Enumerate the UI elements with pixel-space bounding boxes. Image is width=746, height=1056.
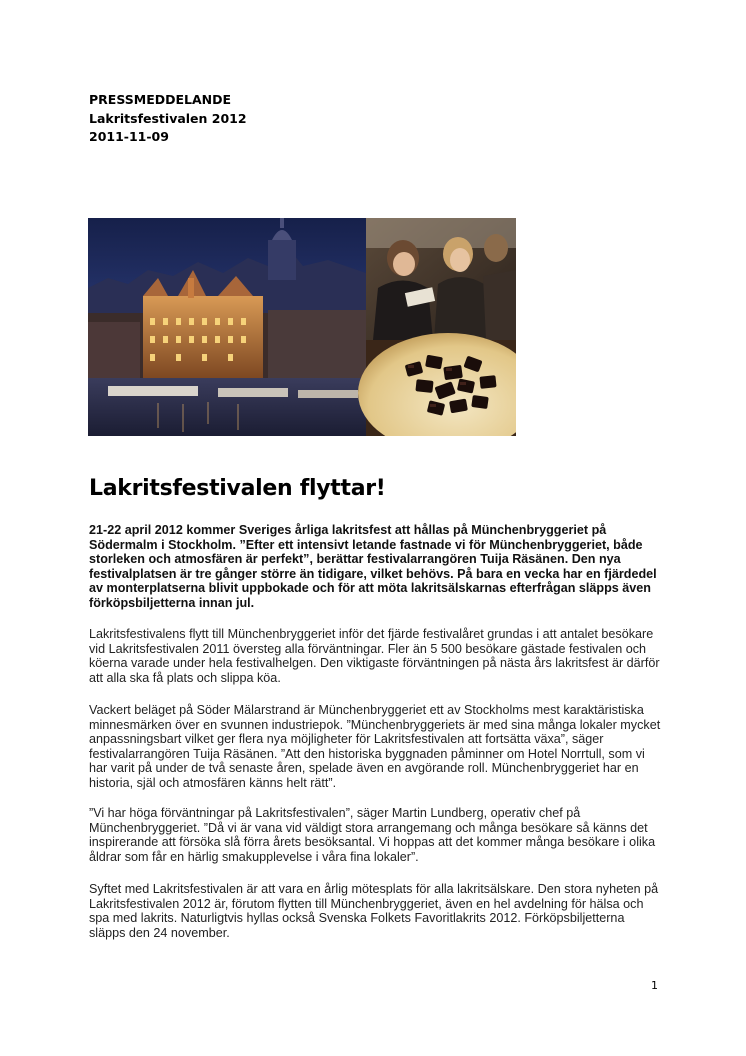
paragraph-line: spa med lakrits. Naturligtvis hyllas också Svenska Folkets Favoritlakrits 2012. Förköpsbiljetterna [89,911,625,926]
press-label: PRESSMEDDELANDE [89,92,232,107]
page-title: Lakritsfestivalen flyttar! [89,476,386,501]
lead-line: förköpsbiljetterna innan jul. [89,595,255,610]
lead-paragraph [89,523,657,611]
paragraph-line: anpassningsbart vilket ger flera nya möjligheter för Lakritsfestivalen att fortsätta växa”, säger [89,732,604,747]
paragraph-line: festivalarrangören Tuija Räsänen. ”Att den historiska byggnaden påminner om Hotel Norrtull, som vi [89,746,645,761]
page-number: 1 [651,979,658,992]
paragraph-line: att alla ska få plats och slippa köa. [89,670,281,685]
festival-visitors [366,218,516,340]
lead-line: 21-22 april 2012 kommer Sveriges årliga lakritsfest att hållas på Münchenbryggeriet på [89,523,607,537]
body-paragraph [89,882,669,940]
paragraph-line: Lakritsfestivalen 2012 är, förutom flytten till Münchenbryggeriet, även en hel avdelning för hälsa och [89,896,644,911]
paragraph-line: minnesmärken över en svunnen industriepok. ”Münchenbryggeriets är med sina många lokaler mycket [89,717,661,732]
paragraph-line: åldrar som får en härlig smakupplevelse i våra fina lokaler”. [89,849,419,864]
body-paragraph [89,703,669,791]
paragraph-line: historia, själ och atmosfären känns helt rätt”. [89,775,337,790]
press-header [89,91,247,147]
lead-line: Södermalm i Stockholm. ”Efter ett intensivt letande fastnade vi för Münchenbryggeriet, både [89,537,643,552]
lead-line: festivalplatsen är tre gånger större än tidigare, vilket behövs. På bara en vecka har en fjärdedel [89,566,657,581]
lead-line: storleken och atmosfären är perfekt”, berättar festivalarrangören Tuija Räsänen. Den nya [89,552,621,567]
paragraph-line: släpps den 24 november. [89,925,230,940]
stockholm-night-cityscape [88,218,366,436]
licorice-pieces-on-plate [358,333,516,436]
paragraph-line: Vackert beläget på Söder Mälarstrand är Münchenbryggeriet ett av Stockholms mest karaktäristiska [89,703,644,717]
paragraph-line: Syftet med Lakritsfestivalen är att vara en årlig mötesplats för alla lakritsälskare. Den stora nyheten på [89,882,659,896]
paragraph-line: inspirerande att försöka slå förra årets besöksantal. Vi hoppas att det kommer många besökare i olika [89,835,656,850]
body-paragraph [89,806,669,864]
paragraph-line: ”Vi har höga förväntningar på Lakritsfestivalen”, säger Martin Lundberg, operativ chef på [89,806,581,820]
release-date: 2011-11-09 [89,129,169,144]
paragraph-line: Lakritsfestivalens flytt till Münchenbryggeriet inför det fjärde festivalåret grundas i att antalet besökare [89,627,654,641]
paragraph-line: köerna varade under hela festivalhelgen. Den viktigaste förväntningen på nästa års lakritsfest är därför [89,656,660,671]
body-paragraph [89,627,669,685]
event-name: Lakritsfestivalen 2012 [89,110,247,126]
paragraph-line: vid Lakritsfestivalen 2011 översteg alla förväntningar. Fler än 5 500 besökare gästade festivalen och [89,641,647,656]
paragraph-line: Münchenbryggeriet. ”Då vi är vana vid väldigt stora arrangemang och många besökare så känns det [89,820,648,835]
lead-line: av monterplatserna blivit uppbokade och för att möta lakritsälskarnas efterfrågan släpps även [89,581,651,596]
paragraph-line: har varit på under de två senaste åren, spelade även en avgörande roll. Münchenbryggeriet har en [89,761,639,776]
header-photo-collage [88,218,516,436]
